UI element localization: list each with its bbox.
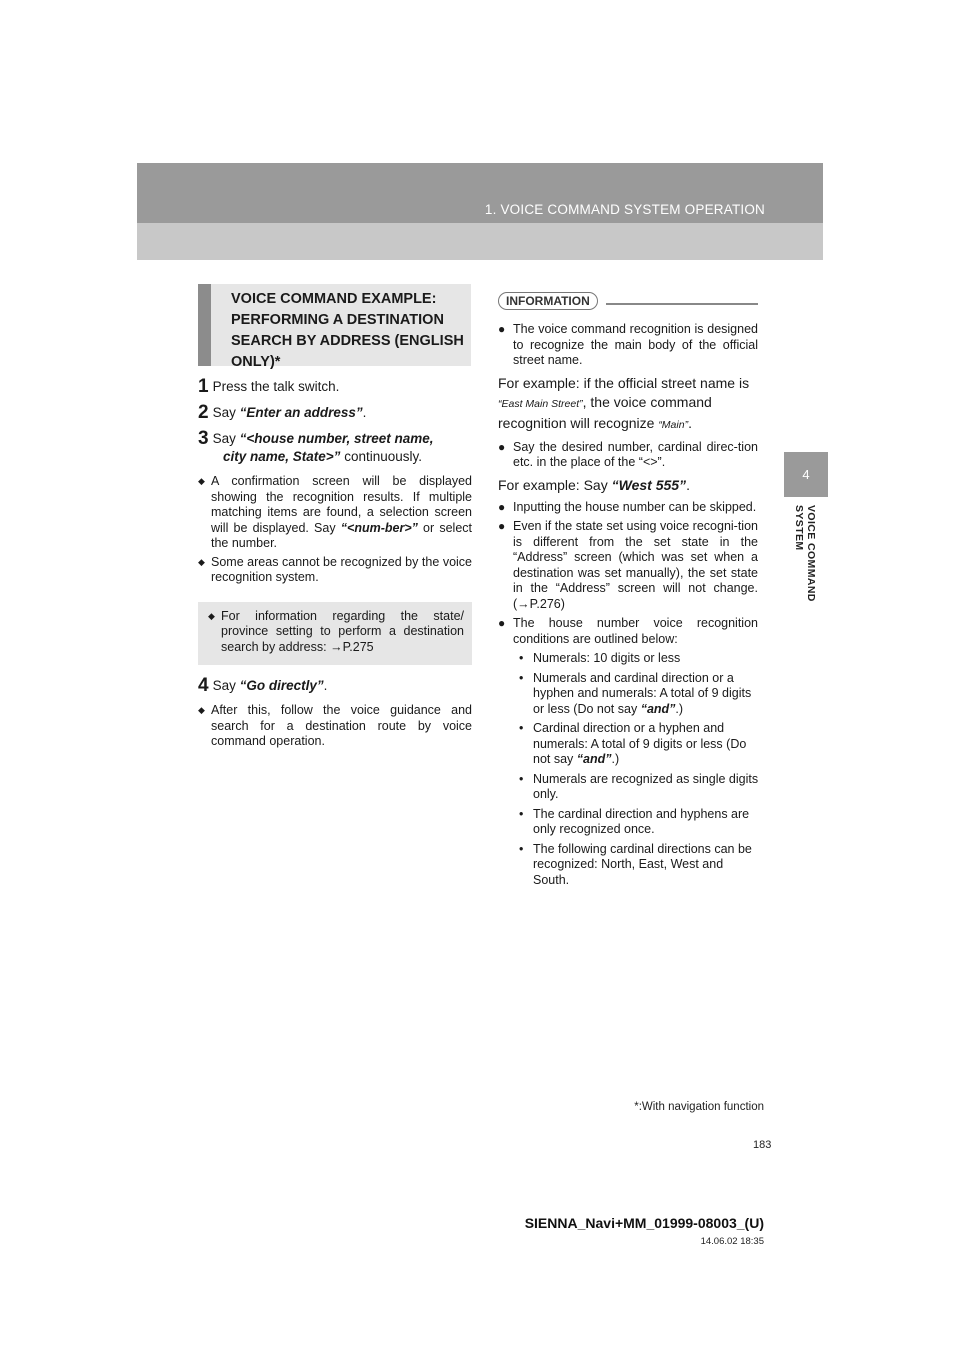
step-4-bullet: ◆ After this, follow the voice guidance and search for a destination route by voice command operation. [198,703,472,750]
example-text: . [686,476,690,493]
section-heading-bar [198,284,211,366]
info-bullet-2: ● Say the desired number, cardinal direc-tion etc. in the place of the “<>”. [498,440,758,471]
step-prefix: Say [212,678,240,693]
voice-command: “<num-ber>” [340,520,418,535]
example-text: . [688,414,692,431]
header-band [137,163,823,260]
information-rule [606,303,758,305]
note-box [198,602,472,666]
step-number: 2 [198,402,209,423]
step-text: Press the talk switch. [212,379,340,394]
condition-text: .) [611,752,620,766]
condition-item: • The following cardinal directions can be recognized: North, East, West and South. [513,842,759,889]
step-continuation [198,448,472,466]
step-1 [198,378,472,396]
chapter-tab-label: VOICE COMMAND SYSTEM [793,505,817,602]
voice-command: “<house number, street name, [239,431,434,446]
header-top-bar [137,163,823,223]
condition-text: Cardinal direction or a hyphen and numerals: A total of 9 digits or less (Do not say [533,721,747,766]
info-bullet-1: ● The voice command recognition is designed to recognize the main body of the official street name. [498,322,758,369]
example-text: , the voice command recognition will recognize [498,393,712,431]
document-code: SIENNA_Navi+MM_01999-08003_(U) [524,1215,764,1231]
example-text: For example: Say [498,476,612,493]
chapter-tab-number: 4 [784,452,828,497]
information-header [498,292,758,314]
voice-command: “Go directly” [239,678,324,693]
step-prefix: Say [212,431,240,446]
voice-command: “and” [640,701,676,716]
info-bullet-3: ● Inputting the house number can be skipped. [498,500,758,516]
information-tag: INFORMATION [498,292,598,310]
condition-item: • The cardinal direction and hyphens are only recognized once. [513,807,759,838]
info-bullet-4: ● Even if the state set using voice recogni-tion is different from the set state in the “Address” screen (which was set when a destination was set manually), the set state in the “Address” screen will not change. (→P.276) [498,519,758,612]
condition-item: • Numerals: 10 digits or less [513,651,759,667]
step-suffix: continuously. [340,449,422,464]
condition-item [513,721,759,768]
condition-text: Numerals and cardinal direction or a hyphen and numerals: A total of 9 digits or less (Do not say [533,670,752,716]
example-quote: “West 555” [611,476,687,493]
print-timestamp: 14.06.02 18:35 [700,1236,764,1247]
footnote: *:With navigation function [634,1101,764,1113]
info-bullet-5: ● The house number voice recognition conditions are outlined below: [498,616,758,647]
condition-text: .) [675,701,684,716]
step-suffix: . [323,678,328,693]
info-example-2 [498,476,758,495]
section-title: VOICE COMMAND EXAMPLE: PERFORMING A DESTINATION SEARCH BY ADDRESS (ENGLISH ONLY)* [231,291,464,370]
voice-command: “Enter an address” [239,405,363,420]
bullet-text-end: or select the number. [211,520,473,550]
step-2 [198,404,472,422]
voice-command: city name, State>” [223,449,341,464]
condition-item [513,671,759,718]
info-example-1 [498,374,758,435]
bullet-text: A confirmation screen will be displayed showing the recognition results. If multiple matching items are found, a selection screen will be displayed. Say [211,474,472,535]
left-column [198,378,472,753]
voice-command: “and” [576,752,612,766]
step-number: 1 [198,376,209,397]
condition-item: • Numerals are recognized as single digits only. [513,772,759,803]
page-number: 183 [753,1139,772,1151]
step-suffix: . [362,405,367,420]
note-text: ◆ For information regarding the state/ province setting to perform a destination search by address: →P.275 [208,609,464,656]
step-prefix: Say [212,405,240,420]
section-heading-box [198,284,471,370]
example-quote: “Main” [658,418,689,431]
step-3-bullet-2: ◆ Some areas cannot be recognized by the voice recognition system. [198,555,472,586]
running-header: 1. VOICE COMMAND SYSTEM OPERATION [484,202,765,217]
example-text: For example: if the official street name is [498,374,750,391]
step-number: 4 [198,675,209,696]
information-column [498,292,758,892]
step-3-bullet-1 [198,474,472,552]
step-4 [198,677,472,695]
step-3 [198,430,472,466]
step-number: 3 [198,428,209,449]
example-quote: “East Main Street” [498,397,583,410]
